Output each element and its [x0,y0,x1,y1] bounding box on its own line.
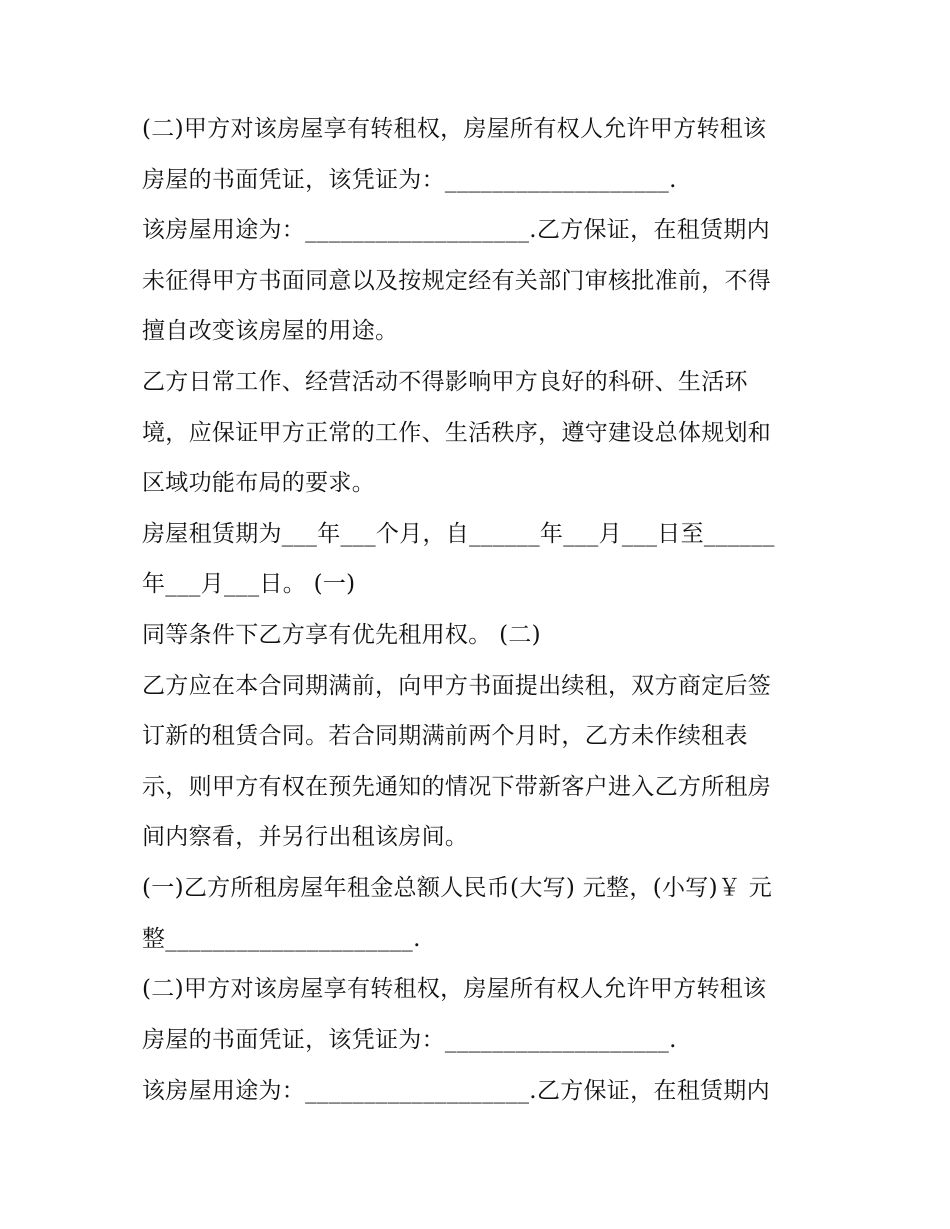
text-line: 境，应保证甲方正常的工作、生活秩序，遵守建设总体规划和 [142,420,772,446]
text-line: 乙方日常工作、经营活动不得影响甲方良好的科研、生活环 [142,369,748,395]
text-line: 同等条件下乙方享有优先租用权。 (二) [142,622,541,648]
text-line: 房屋租赁期为___年___个月，自______年___月___日至______ [142,521,775,547]
text-line: 示，则甲方有权在预先通知的情况下带新客户进入乙方所租房 [142,774,772,800]
text-line: 房屋的书面凭证，该凭证为：___________________. [142,167,677,193]
text-line: 未征得甲方书面同意以及按规定经有关部门审核批准前，不得 [142,268,772,294]
text-line: 该房屋用途为：___________________.乙方保证，在租赁期内 [142,217,770,243]
text-line: 年___月___日。 (一) [142,571,356,597]
text-line: 订新的租赁合同。若合同期满前两个月时，乙方未作续租表 [142,723,748,749]
text-line: (二)甲方对该房屋享有转租权，房屋所有权人允许甲方转租该 [142,116,767,142]
text-line: 整_____________________. [142,926,421,952]
text-line: 擅自改变该房屋的用途。 [142,318,399,344]
text-line: (二)甲方对该房屋享有转租权，房屋所有权人允许甲方转租该 [142,976,767,1002]
text-line: (一)乙方所租房屋年租金总额人民币(大写) 元整，(小写)￥ 元 [142,875,773,901]
text-line: 乙方应在本合同期满前，向甲方书面提出续租，双方商定后签 [142,673,772,699]
text-line: 间内察看，并另行出租该房间。 [142,824,469,850]
text-line: 区域功能布局的要求。 [142,470,375,496]
text-line: 该房屋用途为：___________________.乙方保证，在租赁期内 [142,1078,770,1104]
text-line: 房屋的书面凭证，该凭证为：___________________. [142,1027,677,1053]
